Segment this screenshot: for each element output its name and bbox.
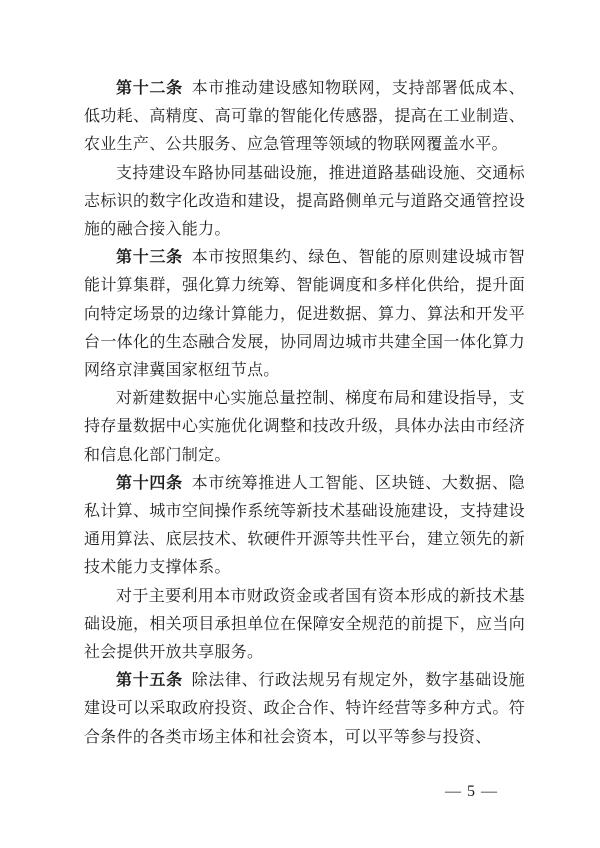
paragraph <box>84 75 525 160</box>
paragraph <box>84 470 525 583</box>
page-number: — 5 — <box>445 783 498 800</box>
article-number: 第十四条 <box>116 474 183 492</box>
paragraph <box>84 244 525 385</box>
article-number: 第十五条 <box>116 672 183 690</box>
paragraph <box>84 667 525 752</box>
paragraph-text: 对新建数据中心实施总量控制、梯度布局和建设指导，支持存量数据中心实施优化调整和技改升级，具体办法由市经济和信息化部门制定。 <box>84 390 525 464</box>
paragraph-text: 支持建设车路协同基础设施，推进道路基础设施、交通标志标识的数字化改造和建设，提高路侧单元与道路交通管控设施的融合接入能力。 <box>84 164 525 239</box>
document-body <box>84 75 525 752</box>
article-number: 第十二条 <box>116 80 183 97</box>
paragraph-text: 本市推动建设感知物联网，支持部署低成本、低功耗、高精度、高可靠的智能化传感器，提高在工业制造、农业生产、公共服务、应急管理等领域的物联网覆盖水平。 <box>84 80 525 154</box>
paragraph-text: 对于主要利用本市财政资金或者国有资本形成的新技术基础设施，相关项目承担单位在保障安全规范的前提下，应当向社会提供开放共享服务。 <box>84 587 525 662</box>
paragraph-text: 本市统筹推进人工智能、区块链、大数据、隐私计算、城市空间操作系统等新技术基础设施建设，支持建设通用算法、底层技术、软硬件开源等共性平台，建立领先的新技术能力支撑体系。 <box>84 474 525 577</box>
paragraph <box>84 160 525 245</box>
paragraph <box>84 385 525 470</box>
paragraph <box>84 583 525 668</box>
paragraph-text: 除法律、行政法规另有规定外，数字基础设施建设可以采取政府投资、政企合作、特许经营等多种方式。符合条件的各类市场主体和社会资本，可以平等参与投资、 <box>84 672 525 746</box>
paragraph-text: 本市按照集约、绿色、智能的原则建设城市智能计算集群，强化算力统筹、智能调度和多样化供给，提升面向特定场景的边缘计算能力，促进数据、算力、算法和开发平台一体化的生态融合发展，协同周边城市共建全国一体化算力网络京津冀国家枢纽节点。 <box>84 249 525 380</box>
article-number: 第十三条 <box>116 249 183 267</box>
